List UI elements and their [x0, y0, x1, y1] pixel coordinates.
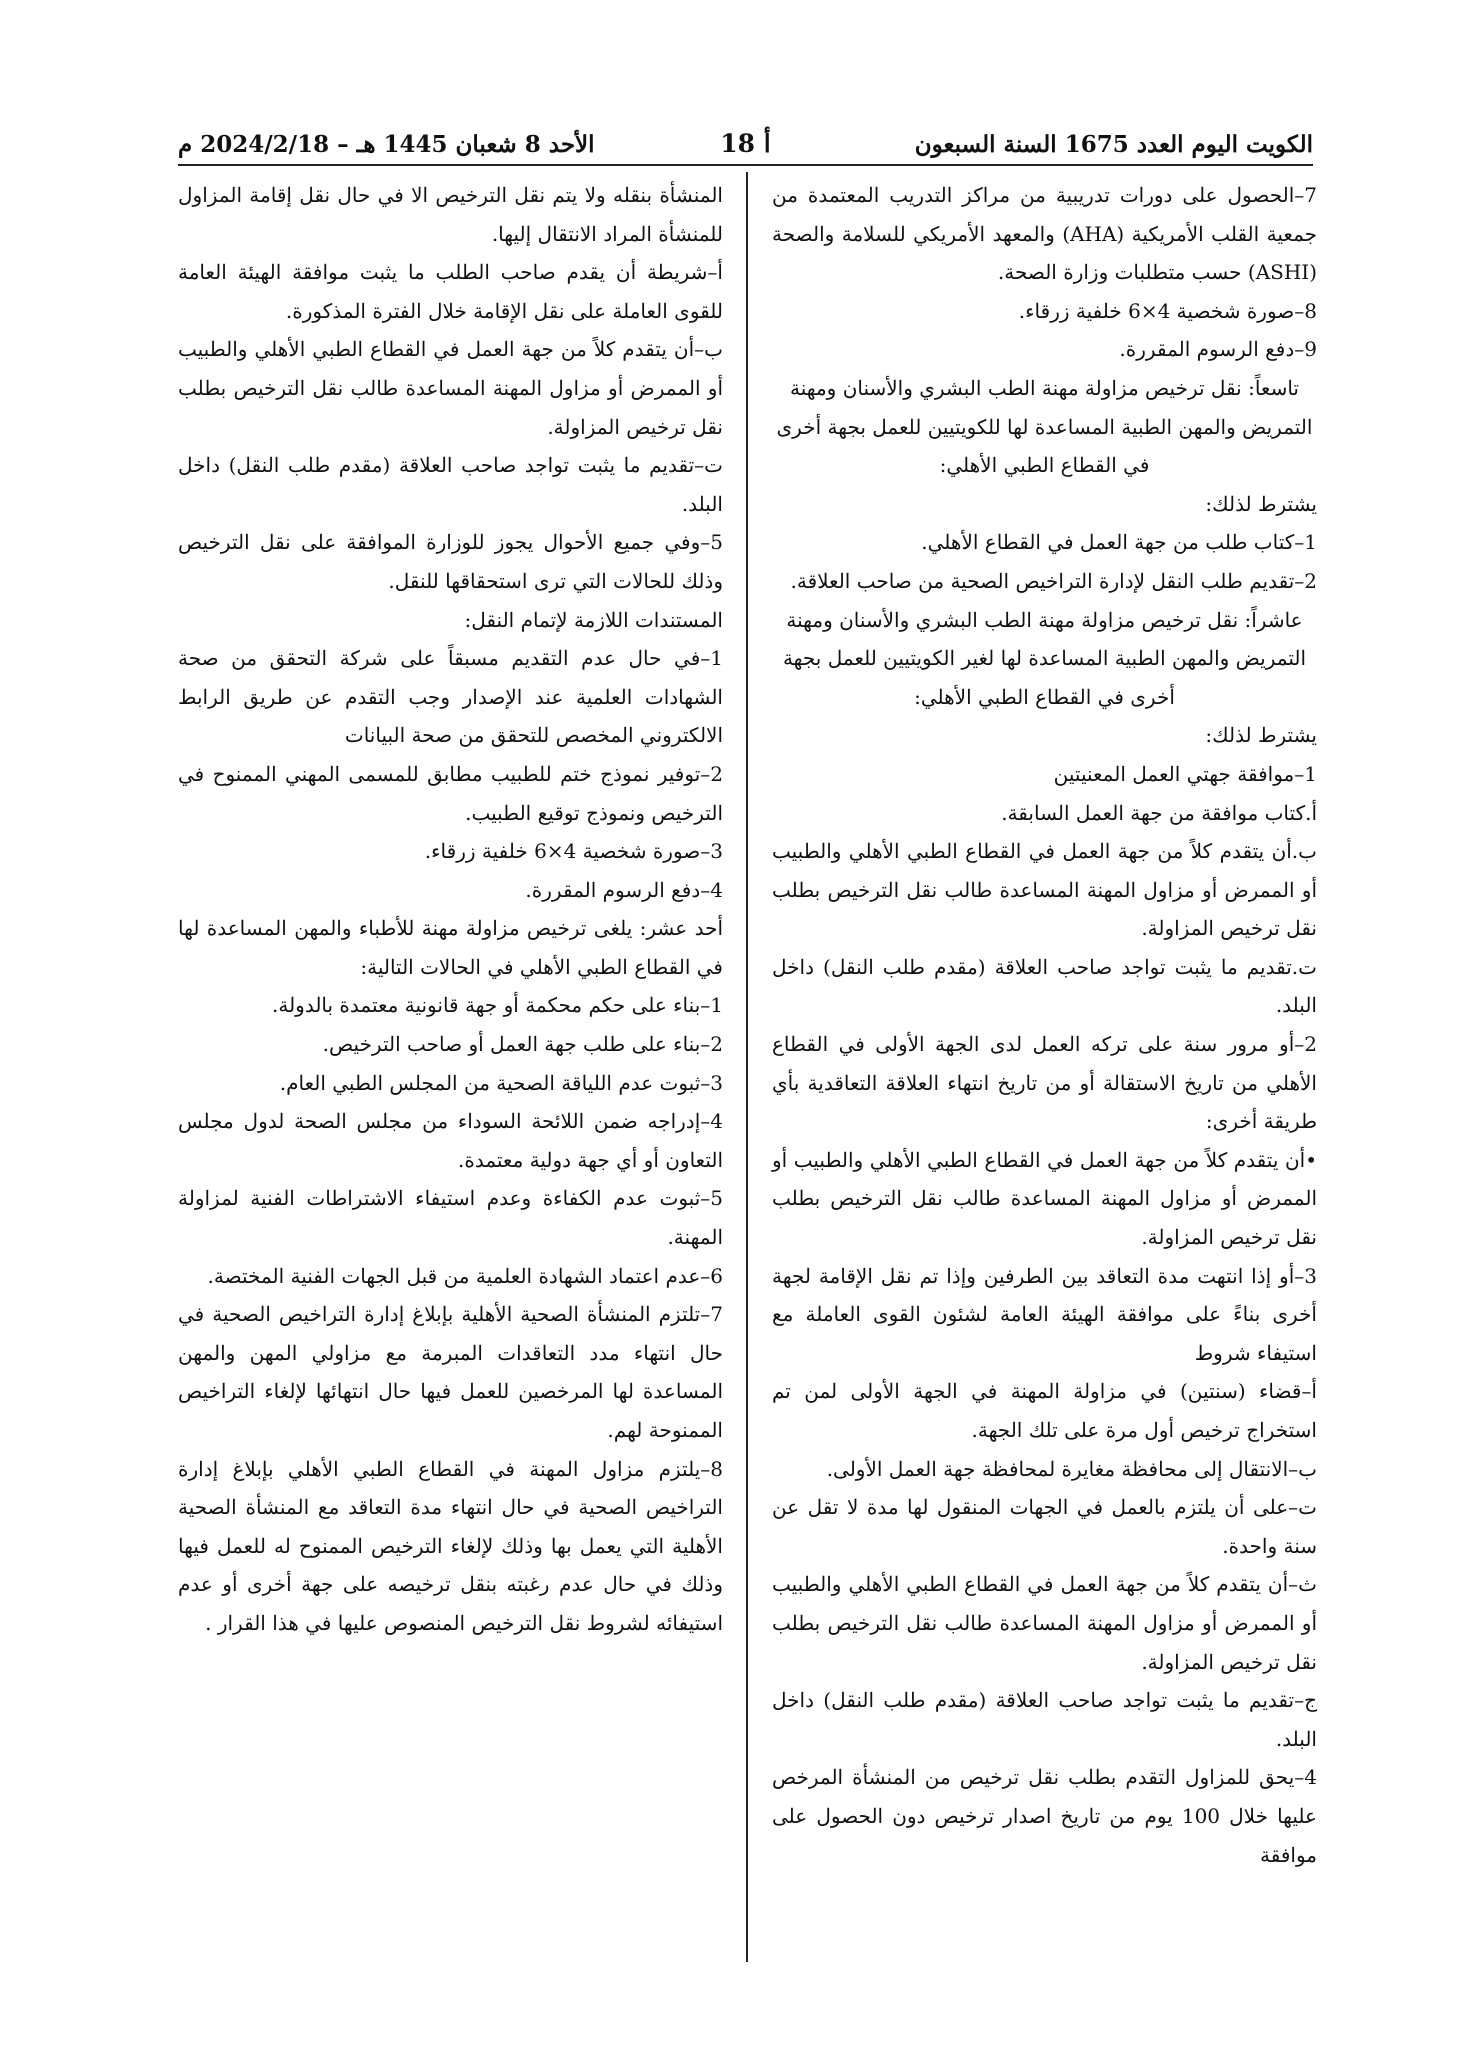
paragraph: 1–موافقة جهتي العمل المعنيتين: [1053, 761, 1317, 786]
header-page-number: أ 18: [720, 129, 771, 158]
paragraph: 5–ثبوت عدم الكفاءة وعدم استيفاء الاشتراطات الفنية لمزاولة المهنة.: [178, 1186, 723, 1250]
paragraph: يشترط لذلك:: [1205, 491, 1317, 516]
paragraph: ب–الانتقال إلى محافظة مغايرة لمحافظة جهة العمل الأولى.: [826, 1456, 1317, 1481]
paragraph: 6–عدم اعتماد الشهادة العلمية من قبل الجهات الفنية المختصة.: [207, 1263, 723, 1288]
paragraph: 4–يحق للمزاول التقدم بطلب نقل ترخيص من المنشأة المرخص عليها خلال 100 يوم من تاريخ اصدار ترخيص دون الحصول على موافقة: [772, 1765, 1317, 1867]
column-divider: [746, 172, 748, 1962]
paragraph: 2–توفير نموذج ختم للطبيب مطابق للمسمى المهني الممنوح في الترخيص ونموذج توقيع الطبيب.: [178, 761, 723, 825]
paragraph: 1–كتاب طلب من جهة العمل في القطاع الأهلي.: [921, 530, 1317, 555]
paragraph: 7–تلتزم المنشأة الصحية الأهلية بإبلاغ إدارة التراخيص الصحية في حال انتهاء مدد التعاقدات المبرمة مع مزاولي المهن والمهن المساعدة لها المرخصين للعمل فيها حال انتهائها لإلغاء التراخيص الممنوحة لهم.: [178, 1302, 723, 1442]
paragraph: 3–ثبوت عدم اللياقة الصحية من المجلس الطبي العام.: [279, 1070, 723, 1095]
paragraph: ب–أن يتقدم كلاً من جهة العمل في القطاع الطبي الأهلي والطبيب أو الممرض أو مزاول المهنة المساعدة طالب نقل الترخيص بطلب نقل ترخيص المزاولة.: [178, 337, 723, 439]
paragraph: أ–شريطة أن يقدم صاحب الطلب ما يثبت موافقة الهيئة العامة للقوى العاملة على نقل الإقامة خلال الفترة المذكورة.: [178, 260, 723, 323]
paragraph: 4–إدراجه ضمن اللائحة السوداء من مجلس الصحة لدول مجلس التعاون أو أي جهة دولية معتمدة.: [178, 1109, 723, 1172]
paragraph: عاشراً: نقل ترخيص مزاولة مهنة الطب البشري والأسنان ومهنة التمريض والمهن الطبية المساعدة لها لغير الكويتيين للعمل بجهة أخرى في القطاع الطبي الأهلي:: [782, 607, 1307, 709]
paragraph: 5–وفي جميع الأحوال يجوز للوزارة الموافقة على نقل الترخيص وذلك للحالات التي ترى استحقاقها للنقل.: [178, 530, 723, 593]
paragraph: 9–دفع الرسوم المقررة.: [1119, 337, 1317, 362]
paragraph: 2–تقديم طلب النقل لإدارة التراخيص الصحية من صاحب العلاقة.: [790, 568, 1317, 593]
header-issue-info: الكويت اليوم العدد 1675 السنة السبعون: [914, 131, 1313, 158]
header-date: الأحد 8 شعبان 1445 هـ – 2024/2/18 م: [178, 131, 595, 158]
paragraph: 1–في حال عدم التقديم مسبقاً على شركة التحقق من صحة الشهادات العلمية عند الإصدار وجب التقدم عن طريق الرابط الالكتروني المخصص للتحقق من صحة البيانات: [178, 646, 723, 748]
paragraph: يشترط لذلك:: [1205, 723, 1317, 748]
paragraph: أ.كتاب موافقة من جهة العمل السابقة.: [1001, 800, 1317, 825]
paragraph: •أن يتقدم كلاً من جهة العمل في القطاع الطبي الأهلي والطبيب أو الممرض أو مزاول المهنة المساعدة طالب نقل الترخيص بطلب نقل ترخيص المزاولة.: [772, 1147, 1317, 1250]
paragraph: 8–يلتزم مزاول المهنة في القطاع الطبي الأهلي بإبلاغ إدارة التراخيص الصحية في حال انتهاء مدة التعاقد مع المنشأة الصحية الأهلية التي يعمل بها وذلك لإلغاء الترخيص الممنوح له للعمل فيها وذلك في حال عدم رغبته بنقل ترخيصه على جهة أخرى أو عدم استيفائه لشروط نقل الترخيص المنصوص عليها في هذا القرار .: [178, 1456, 723, 1635]
paragraph: 2–أو مرور سنة على تركه العمل لدى الجهة الأولى في القطاع الأهلي من تاريخ الاستقالة أو من تاريخ انتهاء العلاقة التعاقدية بأي طريقة أخرى:: [772, 1032, 1317, 1134]
paragraph: المنشأة بنقله ولا يتم نقل الترخيص الا في حال نقل إقامة المزاول للمنشأة المراد الانتقال إليها.: [178, 183, 723, 246]
left-column: [178, 176, 723, 1643]
paragraph: ت–تقديم ما يثبت تواجد صاحب العلاقة (مقدم طلب النقل) داخل البلد.: [178, 453, 723, 516]
paragraph: المستندات اللازمة لإتمام النقل:: [464, 607, 723, 632]
right-column: [772, 176, 1317, 1874]
paragraph: 3–صورة شخصية 4×6 خلفية زرقاء.: [424, 839, 723, 864]
paragraph: ت.تقديم ما يثبت تواجد صاحب العلاقة (مقدم طلب النقل) داخل البلد.: [772, 954, 1317, 1018]
paragraph: 1–بناء على حكم محكمة أو جهة قانونية معتمدة بالدولة.: [271, 993, 723, 1018]
paragraph: 4–دفع الرسوم المقررة.: [525, 877, 723, 902]
paragraph: 7–الحصول على دورات تدريبية من مراكز التدريب المعتمدة من جمعية القلب الأمريكية (AHA) والمعهد الأمريكي للسلامة والصحة (ASHI) حسب متطلبات وزارة الصحة.: [772, 183, 1317, 285]
paragraph: 2–بناء على طلب جهة العمل أو صاحب الترخيص.: [322, 1032, 723, 1057]
paragraph: أ–قضاء (سنتين) في مزاولة المهنة في الجهة الأولى لمن تم استخراج ترخيص أول مرة على تلك الجهة.: [772, 1379, 1317, 1442]
header-rule: [178, 164, 1313, 166]
paragraph: ب.أن يتقدم كلاً من جهة العمل في القطاع الطبي الأهلي والطبيب أو الممرض أو مزاول المهنة المساعدة طالب نقل الترخيص بطلب نقل ترخيص المزاولة.: [772, 839, 1317, 941]
paragraph: ج–تقديم ما يثبت تواجد صاحب العلاقة (مقدم طلب النقل) داخل البلد.: [772, 1688, 1317, 1751]
paragraph: تاسعاً: نقل ترخيص مزاولة مهنة الطب البشري والأسنان ومهنة التمريض والمهن الطبية المساعدة لها للكويتيين للعمل بجهة أخرى في القطاع الطبي الأهلي:: [776, 375, 1313, 478]
paragraph: 8–صورة شخصية 4×6 خلفية زرقاء.: [1018, 298, 1317, 323]
paragraph: 3–أو إذا انتهت مدة التعاقد بين الطرفين وإذا تم نقل الإقامة لجهة أخرى بناءً على موافقة الهيئة العامة لشئون القوى العاملة مع استيفاء شروط: [772, 1263, 1317, 1365]
page-header: [178, 118, 1313, 158]
paragraph: أحد عشر: يلغى ترخيص مزاولة مهنة للأطباء والمهن المساعدة لها في القطاع الطبي الأهلي في الحالات التالية:: [178, 916, 723, 979]
paragraph: ث–أن يتقدم كلاً من جهة العمل في القطاع الطبي الأهلي والطبيب أو الممرض أو مزاول المهنة المساعدة طالب نقل الترخيص بطلب نقل ترخيص المزاولة.: [772, 1572, 1317, 1674]
paragraph: ت–على أن يلتزم بالعمل في الجهات المنقول لها مدة لا تقل عن سنة واحدة.: [772, 1495, 1317, 1558]
